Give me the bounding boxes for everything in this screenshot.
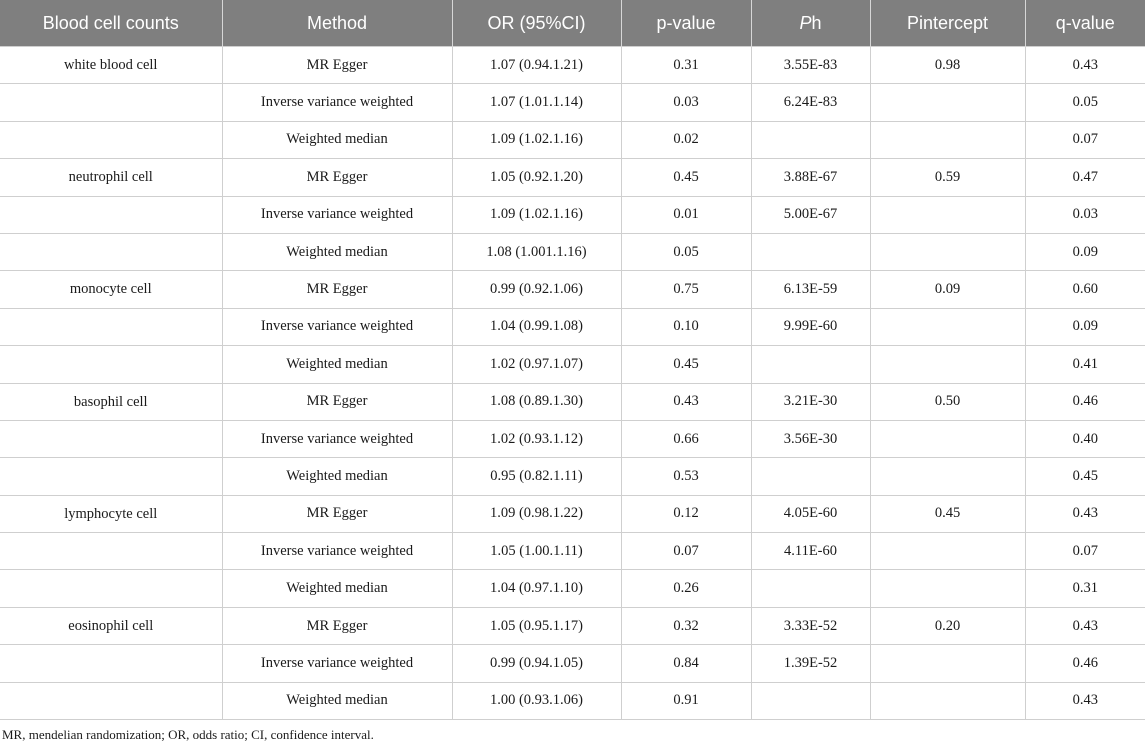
or-ci-cell: 1.09 (1.02.1.16) bbox=[452, 121, 621, 158]
table-row bbox=[0, 420, 1145, 457]
ph-cell: 3.88E-67 bbox=[751, 159, 870, 196]
method-cell: Weighted median bbox=[222, 121, 452, 158]
p-value-cell: 0.31 bbox=[621, 47, 751, 84]
or-ci-cell: 1.00 (0.93.1.06) bbox=[452, 682, 621, 719]
or-ci-cell: 1.05 (0.95.1.17) bbox=[452, 607, 621, 644]
or-ci-cell: 1.02 (0.93.1.12) bbox=[452, 420, 621, 457]
header-row bbox=[0, 0, 1145, 47]
pintercept-cell: 0.09 bbox=[870, 271, 1025, 308]
q-value-cell: 0.43 bbox=[1025, 607, 1145, 644]
ph-cell: 3.56E-30 bbox=[751, 420, 870, 457]
cell-name bbox=[0, 533, 222, 570]
pintercept-cell bbox=[870, 196, 1025, 233]
method-cell: Inverse variance weighted bbox=[222, 308, 452, 345]
q-value-cell: 0.47 bbox=[1025, 159, 1145, 196]
or-ci-cell: 1.04 (0.99.1.08) bbox=[452, 308, 621, 345]
cell-name bbox=[0, 645, 222, 682]
or-ci-cell: 1.05 (1.00.1.11) bbox=[452, 533, 621, 570]
cell-name bbox=[0, 420, 222, 457]
pintercept-cell bbox=[870, 533, 1025, 570]
method-cell: Inverse variance weighted bbox=[222, 196, 452, 233]
ph-cell: 9.99E-60 bbox=[751, 308, 870, 345]
table-row bbox=[0, 607, 1145, 644]
or-ci-cell: 1.09 (0.98.1.22) bbox=[452, 495, 621, 532]
pintercept-cell bbox=[870, 308, 1025, 345]
ph-cell bbox=[751, 570, 870, 607]
p-value-cell: 0.91 bbox=[621, 682, 751, 719]
ph-cell: 6.24E-83 bbox=[751, 84, 870, 121]
cell-name bbox=[0, 233, 222, 270]
q-value-cell: 0.46 bbox=[1025, 645, 1145, 682]
p-value-cell: 0.01 bbox=[621, 196, 751, 233]
p-value-cell: 0.10 bbox=[621, 308, 751, 345]
or-ci-cell: 1.04 (0.97.1.10) bbox=[452, 570, 621, 607]
header-q-value: q-value bbox=[1025, 0, 1145, 47]
ph-cell: 3.33E-52 bbox=[751, 607, 870, 644]
method-cell: Weighted median bbox=[222, 233, 452, 270]
or-ci-cell: 0.99 (0.94.1.05) bbox=[452, 645, 621, 682]
method-cell: Weighted median bbox=[222, 346, 452, 383]
header-method: Method bbox=[222, 0, 452, 47]
pintercept-cell bbox=[870, 645, 1025, 682]
q-value-cell: 0.43 bbox=[1025, 47, 1145, 84]
ph-cell: 5.00E-67 bbox=[751, 196, 870, 233]
q-value-cell: 0.40 bbox=[1025, 420, 1145, 457]
ph-cell: 1.39E-52 bbox=[751, 645, 870, 682]
method-cell: Inverse variance weighted bbox=[222, 533, 452, 570]
method-cell: Weighted median bbox=[222, 458, 452, 495]
p-value-cell: 0.12 bbox=[621, 495, 751, 532]
p-value-cell: 0.02 bbox=[621, 121, 751, 158]
pintercept-cell: 0.45 bbox=[870, 495, 1025, 532]
or-ci-cell: 1.05 (0.92.1.20) bbox=[452, 159, 621, 196]
or-ci-cell: 1.08 (0.89.1.30) bbox=[452, 383, 621, 420]
method-cell: MR Egger bbox=[222, 271, 452, 308]
method-cell: Weighted median bbox=[222, 570, 452, 607]
cell-name bbox=[0, 570, 222, 607]
cell-name: white blood cell bbox=[0, 47, 222, 84]
header-pintercept: Pintercept bbox=[870, 0, 1025, 47]
p-value-cell: 0.45 bbox=[621, 346, 751, 383]
cell-name bbox=[0, 196, 222, 233]
table-row bbox=[0, 682, 1145, 719]
q-value-cell: 0.09 bbox=[1025, 233, 1145, 270]
ph-cell: 3.55E-83 bbox=[751, 47, 870, 84]
q-value-cell: 0.46 bbox=[1025, 383, 1145, 420]
pintercept-cell: 0.98 bbox=[870, 47, 1025, 84]
cell-name bbox=[0, 458, 222, 495]
ph-cell: 4.11E-60 bbox=[751, 533, 870, 570]
header-or-ci: OR (95%CI) bbox=[452, 0, 621, 47]
or-ci-cell: 0.95 (0.82.1.11) bbox=[452, 458, 621, 495]
method-cell: MR Egger bbox=[222, 495, 452, 532]
or-ci-cell: 1.02 (0.97.1.07) bbox=[452, 346, 621, 383]
method-cell: MR Egger bbox=[222, 159, 452, 196]
q-value-cell: 0.43 bbox=[1025, 682, 1145, 719]
cell-name: lymphocyte cell bbox=[0, 495, 222, 532]
table-row bbox=[0, 383, 1145, 420]
or-ci-cell: 1.07 (0.94.1.21) bbox=[452, 47, 621, 84]
p-value-cell: 0.03 bbox=[621, 84, 751, 121]
cell-name: monocyte cell bbox=[0, 271, 222, 308]
method-cell: Weighted median bbox=[222, 682, 452, 719]
pintercept-cell: 0.59 bbox=[870, 159, 1025, 196]
table-row bbox=[0, 121, 1145, 158]
or-ci-cell: 1.07 (1.01.1.14) bbox=[452, 84, 621, 121]
method-cell: MR Egger bbox=[222, 383, 452, 420]
method-cell: Inverse variance weighted bbox=[222, 84, 452, 121]
pintercept-cell bbox=[870, 420, 1025, 457]
or-ci-cell: 1.09 (1.02.1.16) bbox=[452, 196, 621, 233]
p-value-cell: 0.66 bbox=[621, 420, 751, 457]
table-row bbox=[0, 308, 1145, 345]
cell-name bbox=[0, 682, 222, 719]
q-value-cell: 0.09 bbox=[1025, 308, 1145, 345]
pintercept-cell bbox=[870, 346, 1025, 383]
ph-cell: 3.21E-30 bbox=[751, 383, 870, 420]
header-blood-cell-counts: Blood cell counts bbox=[0, 0, 222, 47]
p-value-cell: 0.84 bbox=[621, 645, 751, 682]
q-value-cell: 0.43 bbox=[1025, 495, 1145, 532]
q-value-cell: 0.07 bbox=[1025, 533, 1145, 570]
pintercept-cell: 0.50 bbox=[870, 383, 1025, 420]
table-row bbox=[0, 570, 1145, 607]
q-value-cell: 0.05 bbox=[1025, 84, 1145, 121]
table-row bbox=[0, 458, 1145, 495]
pintercept-cell bbox=[870, 233, 1025, 270]
q-value-cell: 0.31 bbox=[1025, 570, 1145, 607]
pintercept-cell: 0.20 bbox=[870, 607, 1025, 644]
cell-name: basophil cell bbox=[0, 383, 222, 420]
q-value-cell: 0.45 bbox=[1025, 458, 1145, 495]
cell-name: neutrophil cell bbox=[0, 159, 222, 196]
q-value-cell: 0.03 bbox=[1025, 196, 1145, 233]
ph-cell bbox=[751, 682, 870, 719]
ph-cell bbox=[751, 346, 870, 383]
cell-name bbox=[0, 346, 222, 383]
table-row bbox=[0, 233, 1145, 270]
or-ci-cell: 0.99 (0.92.1.06) bbox=[452, 271, 621, 308]
table-footnote: MR, mendelian randomization; OR, odds ratio; CI, confidence interval. bbox=[2, 727, 374, 742]
q-value-cell: 0.41 bbox=[1025, 346, 1145, 383]
table-row bbox=[0, 159, 1145, 196]
header-ph-p: P bbox=[799, 12, 812, 33]
or-ci-cell: 1.08 (1.001.1.16) bbox=[452, 233, 621, 270]
p-value-cell: 0.32 bbox=[621, 607, 751, 644]
pintercept-cell bbox=[870, 84, 1025, 121]
cell-name bbox=[0, 121, 222, 158]
cell-name bbox=[0, 308, 222, 345]
ph-cell: 4.05E-60 bbox=[751, 495, 870, 532]
pintercept-cell bbox=[870, 570, 1025, 607]
q-value-cell: 0.60 bbox=[1025, 271, 1145, 308]
header-ph bbox=[751, 0, 870, 47]
header-ph-h: h bbox=[811, 12, 822, 33]
method-cell: MR Egger bbox=[222, 47, 452, 84]
table-row bbox=[0, 196, 1145, 233]
table-row bbox=[0, 533, 1145, 570]
table-row bbox=[0, 495, 1145, 532]
method-cell: Inverse variance weighted bbox=[222, 420, 452, 457]
method-cell: Inverse variance weighted bbox=[222, 645, 452, 682]
header-p-value: p-value bbox=[621, 0, 751, 47]
q-value-cell: 0.07 bbox=[1025, 121, 1145, 158]
ph-cell bbox=[751, 121, 870, 158]
table-row bbox=[0, 47, 1145, 84]
p-value-cell: 0.05 bbox=[621, 233, 751, 270]
p-value-cell: 0.75 bbox=[621, 271, 751, 308]
cell-name: eosinophil cell bbox=[0, 607, 222, 644]
table-row bbox=[0, 84, 1145, 121]
p-value-cell: 0.07 bbox=[621, 533, 751, 570]
table-row bbox=[0, 645, 1145, 682]
cell-name bbox=[0, 84, 222, 121]
pintercept-cell bbox=[870, 458, 1025, 495]
pintercept-cell bbox=[870, 682, 1025, 719]
p-value-cell: 0.26 bbox=[621, 570, 751, 607]
p-value-cell: 0.53 bbox=[621, 458, 751, 495]
ph-cell bbox=[751, 233, 870, 270]
method-cell: MR Egger bbox=[222, 607, 452, 644]
ph-cell bbox=[751, 458, 870, 495]
pintercept-cell bbox=[870, 121, 1025, 158]
table-row bbox=[0, 346, 1145, 383]
p-value-cell: 0.43 bbox=[621, 383, 751, 420]
ph-cell: 6.13E-59 bbox=[751, 271, 870, 308]
p-value-cell: 0.45 bbox=[621, 159, 751, 196]
table-row bbox=[0, 271, 1145, 308]
